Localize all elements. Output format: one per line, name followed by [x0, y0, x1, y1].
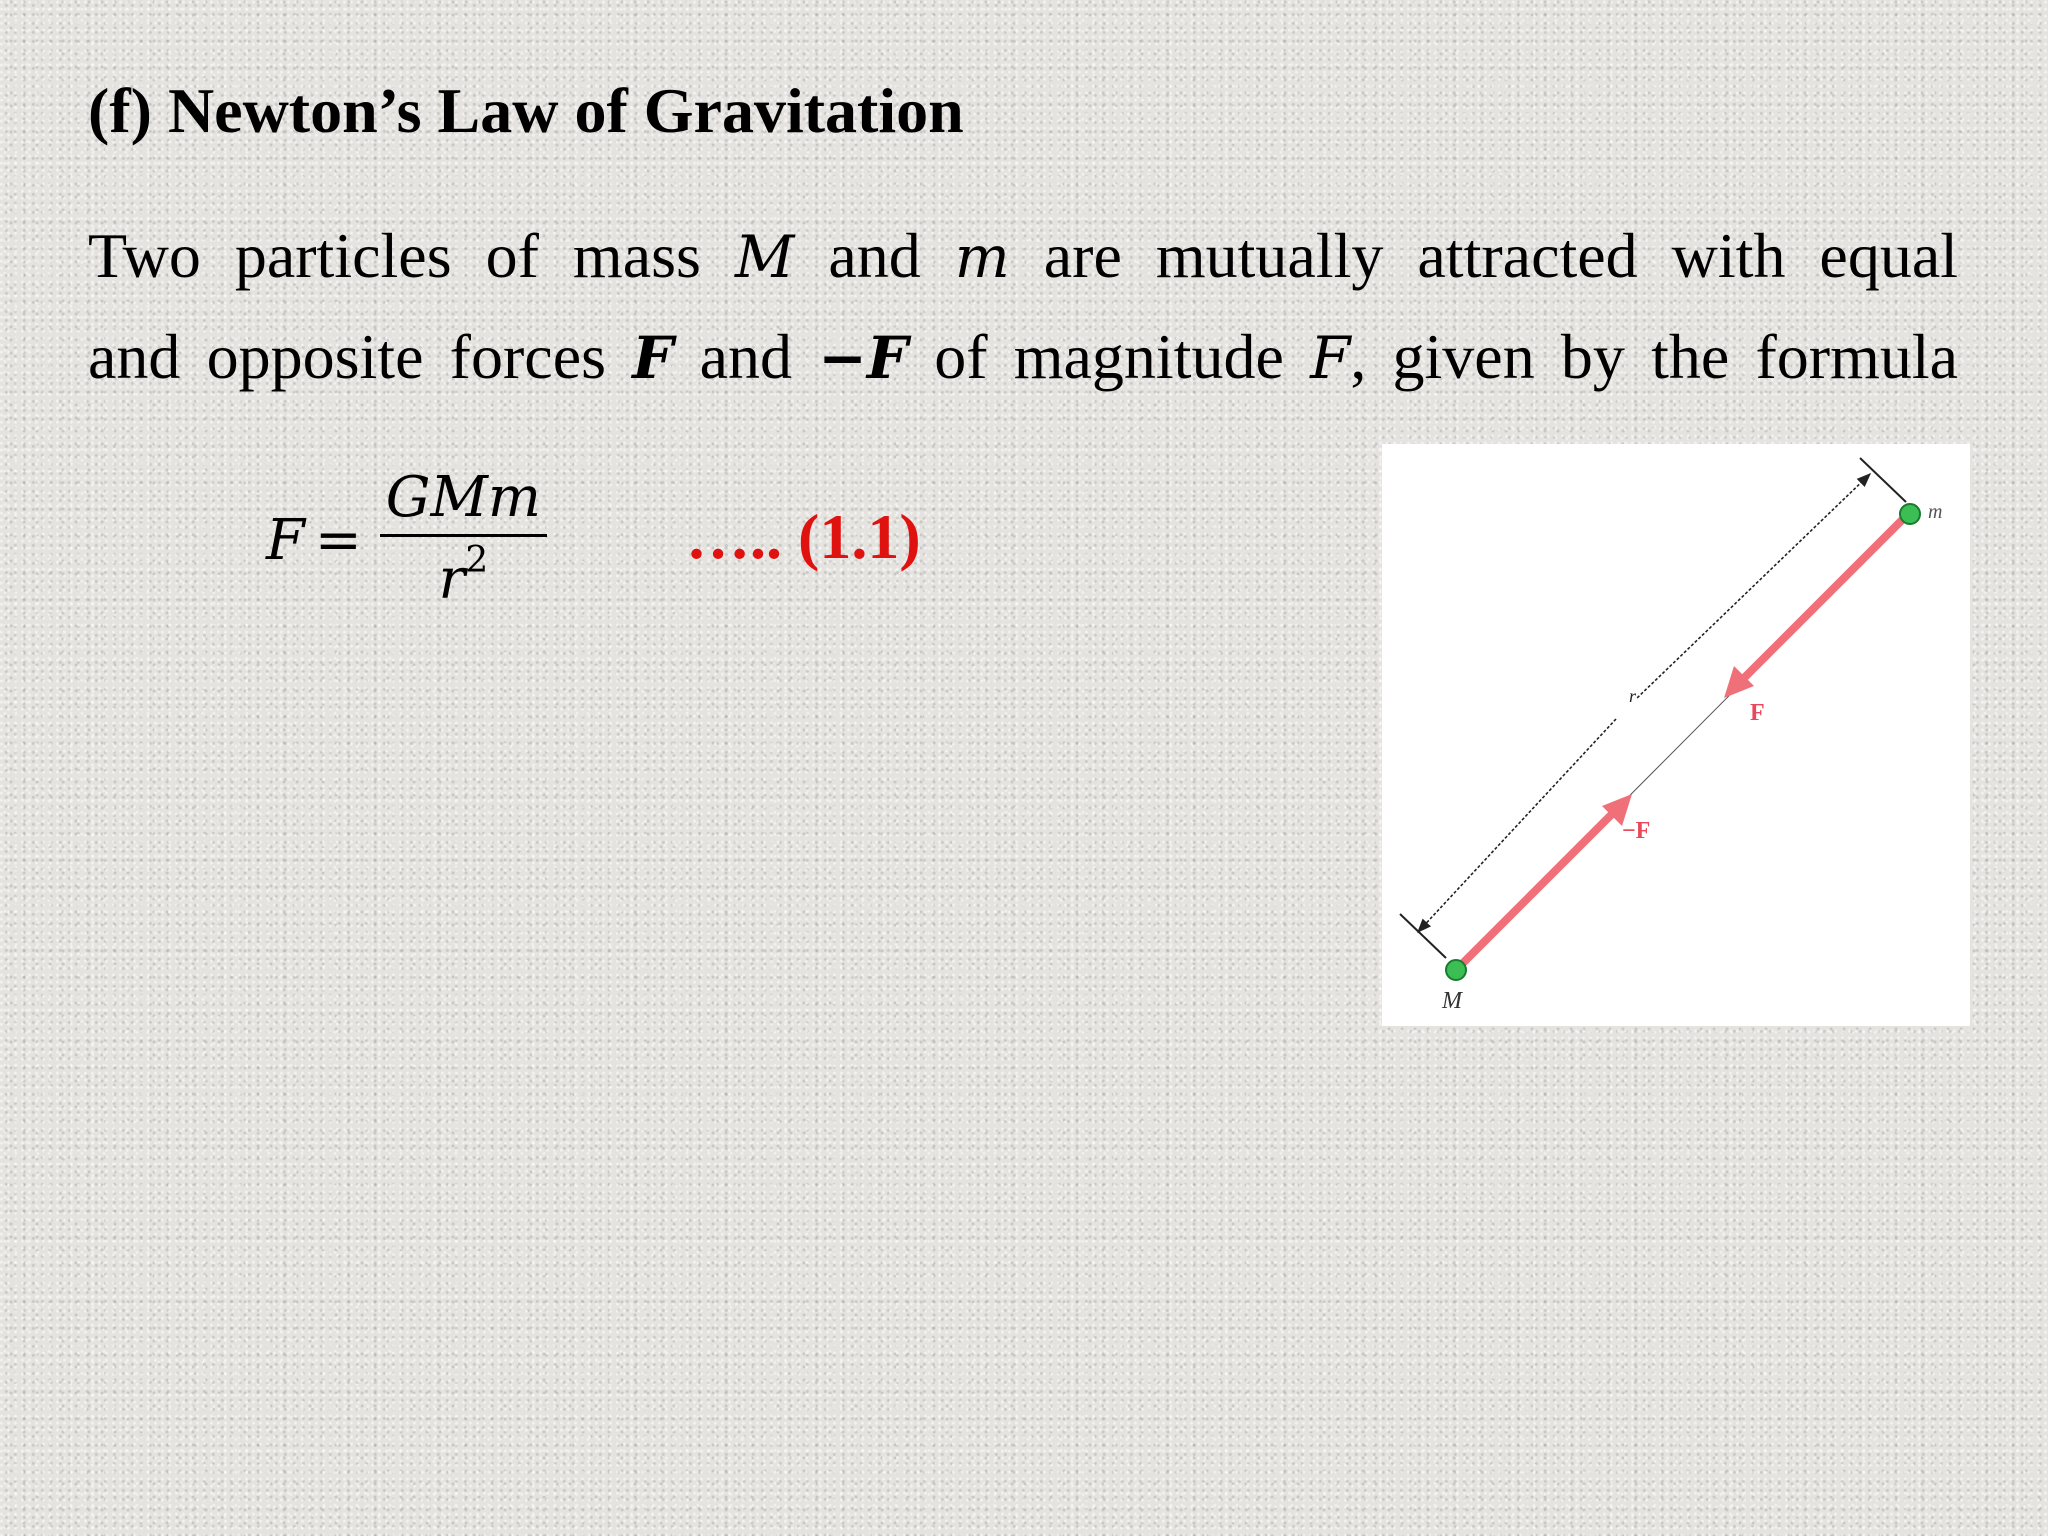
fraction-numerator: GMm: [380, 469, 547, 537]
gravitation-equation: [266, 455, 547, 625]
denominator-base: r: [438, 547, 466, 613]
symbol-F-magnitude: F: [1310, 324, 1351, 392]
text-segment: and: [699, 321, 793, 392]
particle-M: [1446, 960, 1466, 980]
distance-label-r: r: [1629, 686, 1637, 706]
text-segment: Two particles of mass: [88, 220, 701, 291]
text-segment: are mutually attracted with equal: [1043, 220, 1959, 291]
dimension-line-lower: [1418, 719, 1616, 932]
paragraph-line-1: [88, 206, 1958, 307]
paragraph-line-2: [88, 307, 1958, 408]
text-segment: of magnitude: [934, 321, 1284, 392]
extension-tick-top: [1860, 458, 1906, 502]
fraction-denominator: [439, 537, 489, 611]
gravitation-diagram: [1382, 444, 1970, 1026]
equation-lhs: F: [266, 507, 305, 573]
vector-F: F: [632, 324, 674, 392]
equation-equals-sign: =: [314, 507, 362, 573]
equation-fraction: [380, 465, 547, 613]
text-segment: and: [828, 220, 921, 291]
slide-title: (f) Newton’s Law of Gravitation: [88, 75, 964, 146]
symbol-m: m: [954, 223, 1010, 291]
particle-label-m: m: [1928, 501, 1943, 523]
denominator-exponent: 2: [465, 540, 489, 582]
diagram-svg: [1382, 444, 1970, 1026]
text-segment: , given by the formula: [1350, 321, 1959, 392]
particle-m: [1900, 504, 1920, 524]
particle-label-M: M: [1442, 988, 1462, 1014]
text-segment: and opposite forces: [88, 321, 607, 392]
equation-number: ….. (1.1): [686, 501, 921, 572]
force-label-neg-F: −F: [1622, 818, 1651, 844]
force-arrow-F-shaft: [1738, 520, 1902, 684]
symbol-M: M: [734, 223, 795, 291]
force-label-F: F: [1750, 700, 1765, 726]
extension-tick-bottom: [1400, 914, 1446, 958]
vector-neg-F: −F: [818, 324, 908, 392]
force-arrow-negF-shaft: [1464, 808, 1618, 962]
body-paragraph: [88, 206, 1958, 408]
